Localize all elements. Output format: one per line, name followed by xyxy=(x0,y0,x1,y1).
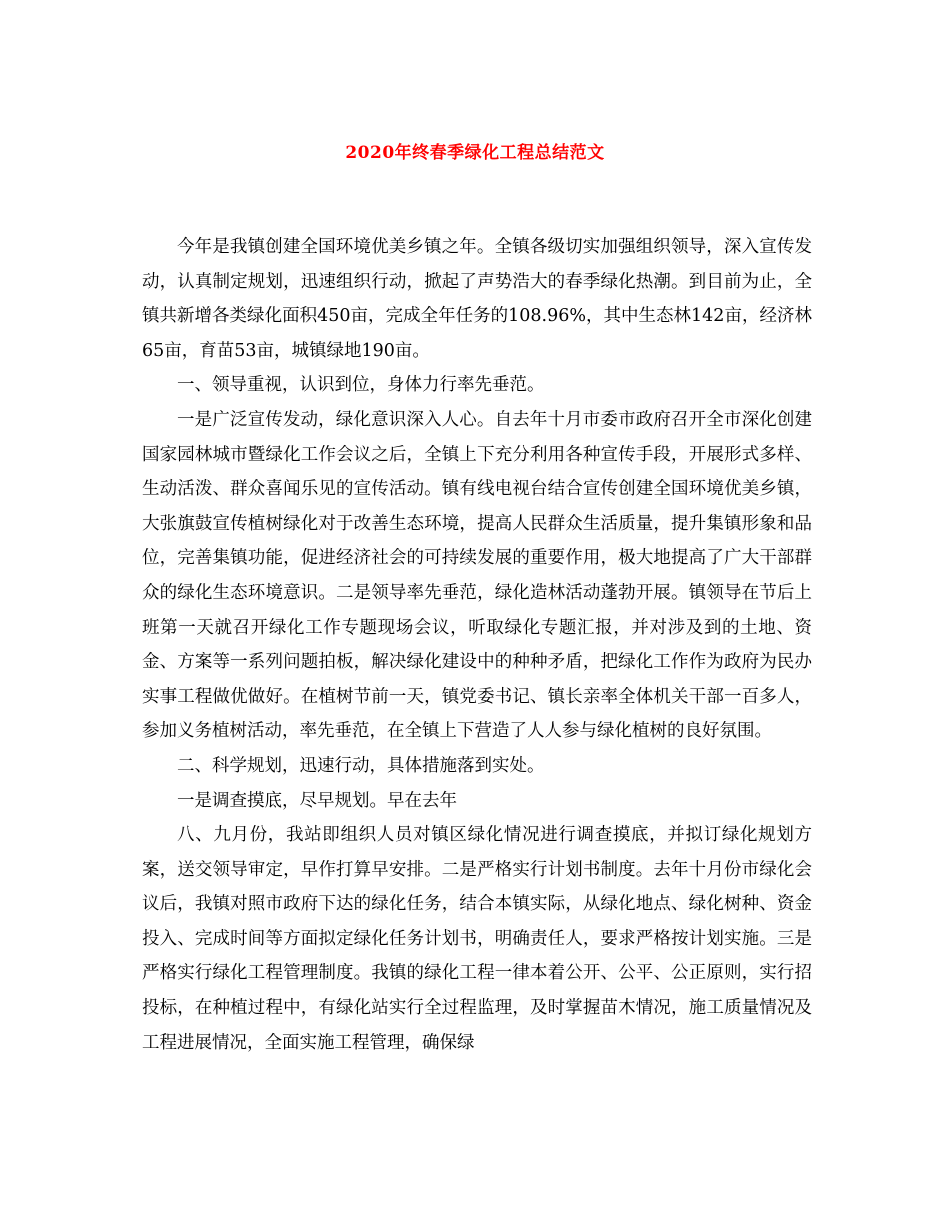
section-heading-1: 一、领导重视，认识到位，身体力行率先垂范。 xyxy=(177,375,545,396)
section-heading-2: 二、科学规划，迅速行动，具体措施落到实处。 xyxy=(177,755,545,776)
document-body xyxy=(142,230,812,1060)
paragraph-section-2-start: 一是调查摸底，尽早规划。早在去年 xyxy=(177,790,457,811)
paragraph-section-1: 一是广泛宣传发动，绿化意识深入人心。自去年十月市委市政府召开全市深化创建国家园林城市暨绿化工作会议之后，全镇上下充分利用各种宣传手段，开展形式多样、生动活泼、群众喜闻乐见的宣传活动。镇有线电视台结合宣传创建全国环境优美乡镇，大张旗鼓宣传植树绿化对于改善生态环境，提高人民群众生活质量，提升集镇形象和品位，完善集镇功能，促进经济社会的可持续发展的重要作用，极大地提高了广大干部群众的绿化生态环境意识。二是领导率先垂范，绿化造林活动蓬勃开展。镇领导在节后上班第一天就召开绿化工作专题现场会议，听取绿化专题汇报，并对涉及到的土地、资金、方案等一系列问题拍板，解决绿化建设中的种种矛盾，把绿化工作作为政府为民办实事工程做优做好。在植树节前一天，镇党委书记、镇长亲率全体机关干部一百多人，参加义务植树活动，率先垂范，在全镇上下营造了人人参与绿化植树的良好氛围。 xyxy=(142,409,812,742)
paragraph-section-2-cont: 八、九月份，我站即组织人员对镇区绿化情况进行调查摸底，并拟订绿化规划方案，送交领导审定，早作打算早安排。二是严格实行计划书制度。去年十月份市绿化会议后，我镇对照市政府下达的绿化任务，结合本镇实际，从绿化地点、绿化树种、资金投入、完成时间等方面拟定绿化任务计划书，明确责任人，要求严格按计划实施。三是严格实行绿化工程管理制度。我镇的绿化工程一律本着公开、公平、公正原则，实行招投标，在种植过程中，有绿化站实行全过程监理，及时掌握苗木情况，施工质量情况及工程进展情况，全面实施工程管理，确保绿 xyxy=(142,825,812,1053)
paragraph-intro: 今年是我镇创建全国环境优美乡镇之年。全镇各级切实加强组织领导，深入宣传发动，认真制定规划，迅速组织行动，掀起了声势浩大的春季绿化热潮。到目前为止，全镇共新增各类绿化面积450亩，完成全年任务的108.96%，其中生态林142亩，经济林65亩，育苗53亩，城镇绿地190亩。 xyxy=(142,237,812,361)
document-title: 2020年终春季绿化工程总结范文 xyxy=(345,143,605,163)
